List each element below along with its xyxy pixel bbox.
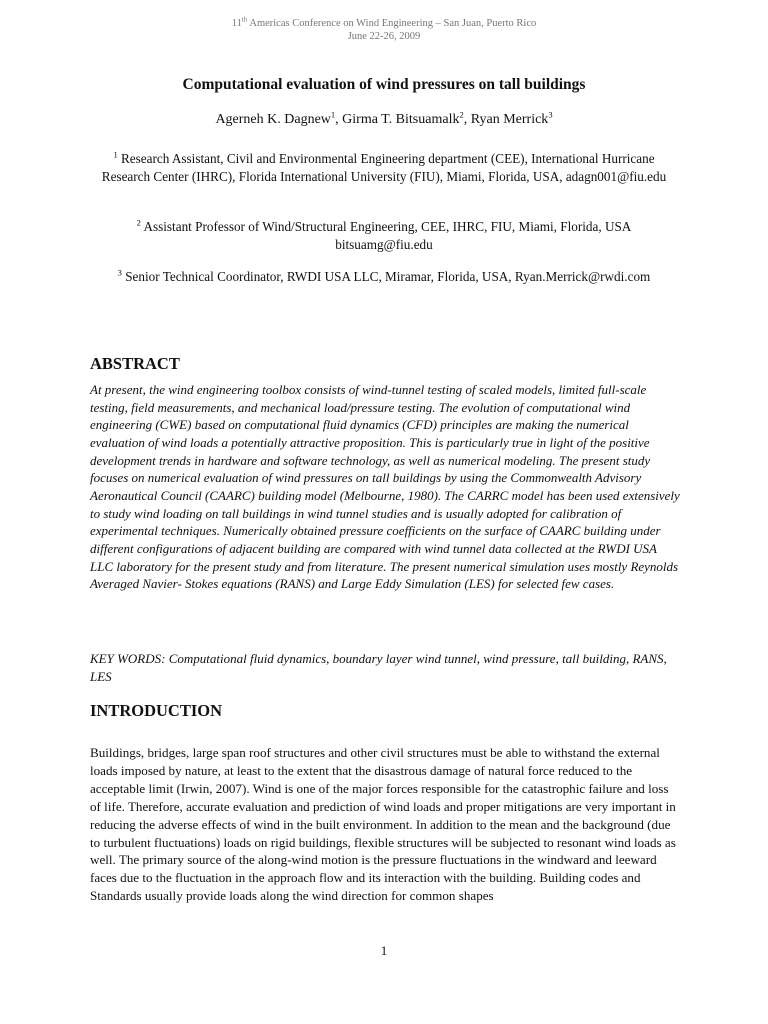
conference-number: 11 xyxy=(231,18,242,29)
conference-ordinal-suffix: th xyxy=(241,15,248,24)
author-name: Girma T. Bitsuamalk xyxy=(342,112,460,127)
keywords: KEY WORDS: Computational fluid dynamics, boundary layer wind tunnel, wind pressure, tall building, RANS, LES xyxy=(90,651,667,684)
author-separator: , xyxy=(463,112,471,127)
affiliation-1 xyxy=(90,150,678,185)
affiliation-text: Assistant Professor of Wind/Structural Engineering, CEE, IHRC, FIU, Miami, Florida, USA bitsuamg@fiu.edu xyxy=(140,219,632,252)
author-affiliation-mark: 2 xyxy=(459,109,464,120)
conference-name: Americas Conference on Wind Engineering – San Juan, Puerto Rico xyxy=(247,18,537,29)
conference-header xyxy=(0,17,768,43)
author-list xyxy=(0,109,768,128)
paper-title: Computational evaluation of wind pressures on tall buildings xyxy=(182,76,586,93)
author-name: Agerneh K. Dagnew xyxy=(215,112,331,127)
abstract-heading: ABSTRACT xyxy=(90,354,180,373)
abstract-text: At present, the wind engineering toolbox consists of wind-tunnel testing of scaled models, limited full-scale testing, field measurements, and mechanical load/pressure testing. The evolution of computational wind engineering (CWE) based on computational fluid dynamics (CFD) principles are making the numerical evaluation of wind loads a potentially attractive proposition. This is particularly true in light of the positive development trends in hardware and software technology, as well as numerical modeling. The present study focuses on numerical evaluation of wind pressures on tall buildings by using the Commonwealth Advisory Aeronautical Council (CAARC) building model (Melbourne, 1980). The CARRC model has been used extensively to study wind loading on tall buildings in wind tunnel studies and is usually adopted for calibration of experimental techniques. Numerically obtained pressure coefficients on the surface of CAARC building under different configurations of adjacent building are compared with wind tunnel data collected at the RWDI USA LLC laboratory for the present study and from literature. The present numerical simulation uses mostly Reynolds Averaged Navier- Stokes equations (RANS) and Large Eddy Simulation (LES) for selected few cases. xyxy=(90,382,680,592)
author-name: Ryan Merrick xyxy=(470,112,549,127)
author-affiliation-mark: 1 xyxy=(330,109,336,120)
affiliation-2 xyxy=(90,218,678,253)
introduction-paragraph: Buildings, bridges, large span roof structures and other civil structures must be able to withstand the external loads imposed by nature, at least to the extent that the disastrous damage of natural force reduced to the acceptable limit (Irwin, 2007). Wind is one of the major forces responsible for the catastrophic failure and loss of life. Therefore, accurate evaluation and prediction of wind loads and proper mitigations are very important in reducing the adverse effects of wind in the built environment. In addition to the mean and the background (due to turbulent fluctuations) loads on rigid buildings, flexible structures will be subjected to resonant wind loads as well. The primary source of the along-wind motion is the pressure fluctuations in the windward and leeward faces due to the fluctuation in the approach flow and its interaction with the building. Building codes and Standards usually provide loads along the wind direction for common shapes xyxy=(90,745,676,904)
affiliation-text: Research Assistant, Civil and Environmental Engineering department (CEE), International Hurricane Research Center (IHRC), Florida International University (FIU), Miami, Florida, USA, adagn001@fiu.edu xyxy=(101,151,667,184)
affiliation-mark: 2 xyxy=(136,217,141,228)
conference-name-line xyxy=(0,17,768,30)
conference-dates: June 22-26, 2009 xyxy=(347,31,421,42)
affiliation-3 xyxy=(90,268,678,286)
affiliation-mark: 1 xyxy=(113,149,118,160)
introduction-heading: INTRODUCTION xyxy=(90,701,223,720)
page-number: 1 xyxy=(380,943,388,958)
author-separator: , xyxy=(335,112,343,127)
affiliation-text: Senior Technical Coordinator, RWDI USA LLC, Miramar, Florida, USA, Ryan.Merrick@rwdi.com xyxy=(121,269,651,284)
affiliation-mark: 3 xyxy=(117,267,122,278)
author-affiliation-mark: 3 xyxy=(548,109,553,120)
